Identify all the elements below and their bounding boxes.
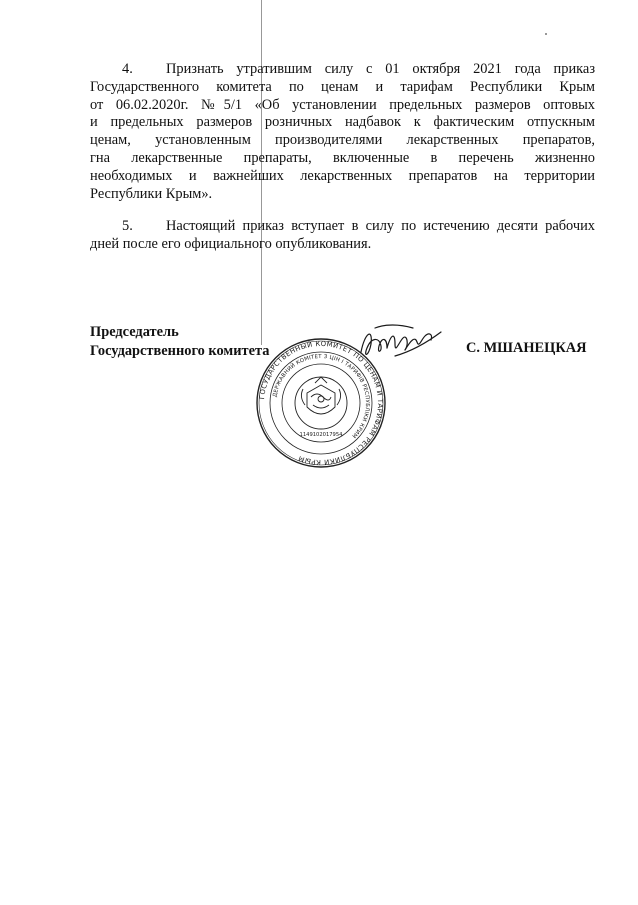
- paragraph-5-line-1-text: Настоящий приказ вступает в силу по истечению десяти рабочих: [166, 218, 595, 234]
- paragraph-4-line-6: гна лекарственные препараты, включенные в перечень жизненно: [90, 149, 595, 166]
- stamp-outer-text: ГОСУДАРСТВЕННЫЙ КОМИТЕТ ПО ЦЕНАМ И ТАРИФАМ РЕСПУБЛИКИ КРЫМ: [258, 339, 385, 467]
- paragraph-5-number: 5.: [122, 218, 133, 234]
- paragraph-4-line-3: от 06.02.2020г. №5/1 «Об установлении предельных размеров оптовых: [90, 96, 595, 113]
- stamp-code: 1149102017954: [299, 432, 343, 438]
- scan-speck: [545, 33, 547, 35]
- handwritten-signature: [355, 322, 445, 364]
- paragraph-4-line-2: Государственного комитета по ценам и тарифам Республики Крым: [90, 78, 595, 95]
- signatory-title-line-2: Государственного комитета: [90, 343, 270, 359]
- paragraph-5: [90, 218, 595, 254]
- paragraph-4: [90, 61, 595, 203]
- paragraph-4-number: 4.: [122, 61, 133, 77]
- paragraph-5-line-2: дней после его официального опубликования.: [90, 235, 372, 252]
- paragraph-4-line-1: [90, 61, 595, 79]
- stamp-inner-text: ДЕРЖАВНИЙ КОМІТЕТ З ЦІН І ТАРИФІВ РЕСПУБЛІКИ КРИМ: [272, 353, 371, 439]
- paragraph-4-line-5: ценам, установленным производителями лекарственных препаратов,: [90, 132, 595, 149]
- paragraph-4-line-8: Республики Крым».: [90, 185, 213, 202]
- paragraph-4-line-7: необходимых и важнейших лекарственных препаратов на территории: [90, 167, 595, 184]
- paragraph-5-line-1: [90, 218, 595, 236]
- signatory-title-line-1: Председатель: [90, 324, 179, 340]
- coat-of-arms-icon: [301, 377, 340, 414]
- paragraph-4-line-4: и предельных размеров розничных надбавок к фактическим отпускным: [90, 114, 595, 131]
- signatory-title: [90, 323, 269, 361]
- paragraph-4-line-1-text: Признать утратившим силу с 01 октября 2021 года приказ: [166, 61, 595, 77]
- signatory-name: С. МШАНЕЦКАЯ: [466, 340, 587, 356]
